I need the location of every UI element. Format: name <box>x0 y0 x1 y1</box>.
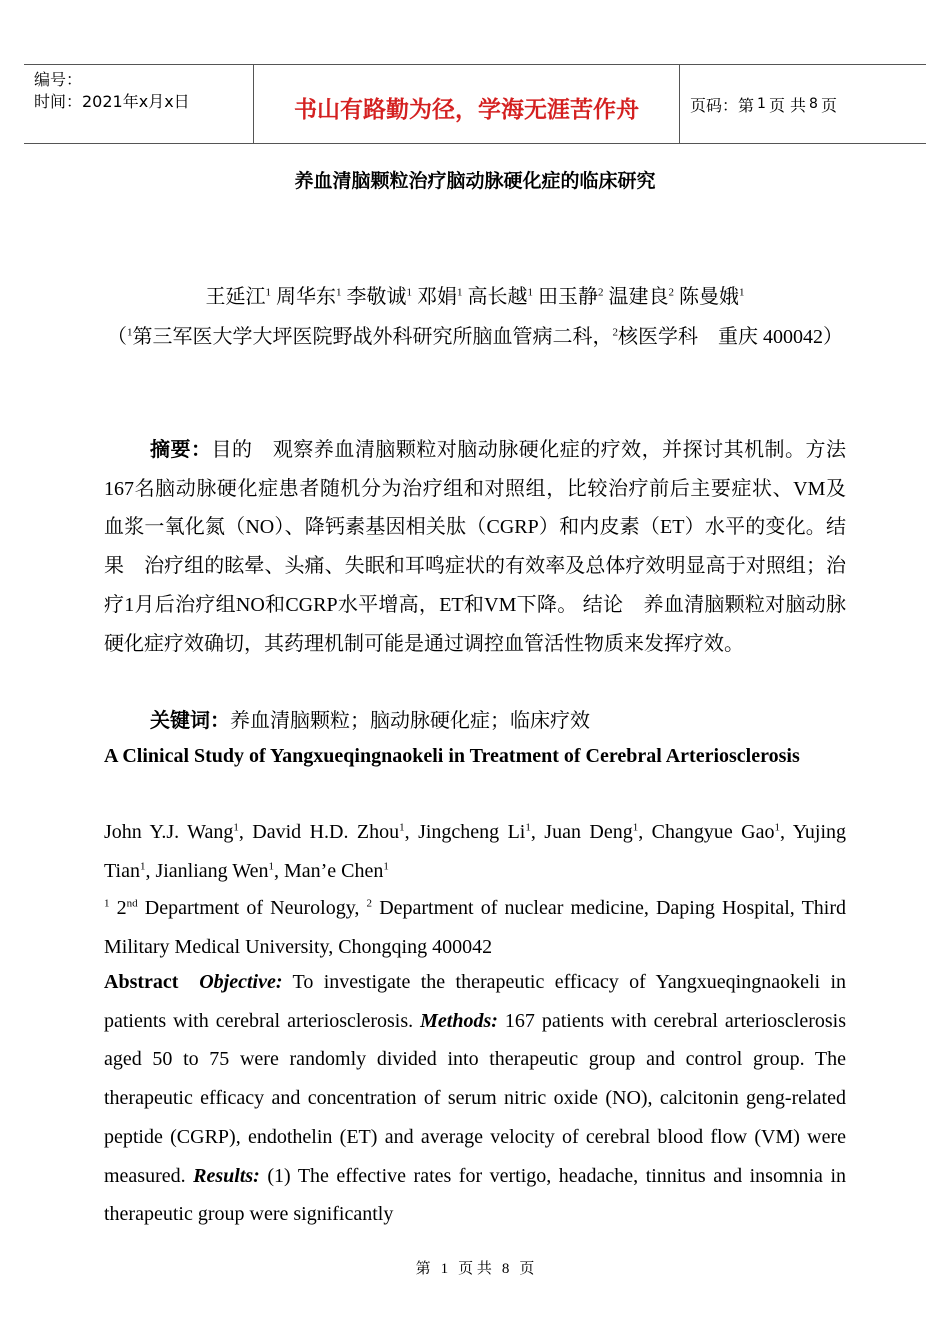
author-name: Jianliang Wen <box>155 859 269 882</box>
date-label: 时间：2021年x月x日 <box>34 92 190 111</box>
abstract-en <box>104 963 846 1234</box>
affiliation-en-dept1: Department of Neurology, <box>137 897 367 919</box>
author-affiliation-mark: 1 <box>525 821 531 834</box>
results-label: Results: <box>193 1164 260 1187</box>
affiliation-en <box>104 889 846 966</box>
page-unit: 页 共 <box>768 95 807 115</box>
keywords-cn-label: 关键词： <box>150 708 230 732</box>
author-affiliation-mark: 1 <box>336 286 342 299</box>
document-header <box>24 64 926 144</box>
page-end: 页 <box>820 95 837 115</box>
objective-text: To investigate the therapeutic efficacy of Yangxueqingnaokeli in patients with cerebral arteriosclerosis. <box>104 971 846 1032</box>
page-footer <box>0 1257 950 1278</box>
author-name: John Y.J. Wang <box>104 821 234 843</box>
affiliation-cn-dept1: 第三军医大学大坪医院野战外科研究所脑血管病二科， <box>132 326 613 348</box>
author-name: Man’e Chen <box>283 859 384 882</box>
paper-title-en: A Clinical Study of Yangxueqingnaokeli in Treatment of Cerebral Arteriosclerosis <box>104 745 800 767</box>
authors-en: John Y.J. Wang$^1$, David H.D. Zhou$^1$, Jingcheng Li$^1$, Juan Deng$^1$, Changyue Gao$^1$, Yujing Tian$^1$, Jianliang Wen$^1$, Man’e Chen$^1$ <box>104 821 847 882</box>
footer-mid: 页 共 <box>458 1261 492 1277</box>
affiliation-cn-open: （ <box>107 326 127 348</box>
results-text: (1) The effective rates for vertigo, headache, tinnitus and insomnia in therapeutic group were significantly <box>104 1164 847 1226</box>
author-name: Jingcheng Li <box>418 821 526 843</box>
header-meta <box>24 65 254 143</box>
page-total: 8 <box>809 96 818 112</box>
affiliation-en-sup1: 1 <box>104 897 110 910</box>
abstract-cn-text: 目的 观察养血清脑颗粒对脑动脉硬化症的疗效，并探讨其机制。方法 167名脑动脉硬化症患者随机分为治疗组和对照组，比较治疗前后主要症状、VM及血浆一氧化氮（NO）、降钙素基因相关肽（CGRP）和内皮素（ET）水平的变化。结果 治疗组的眩晕、头痛、失眠和耳鸣症状的有效率及总体疗效明显高于对照组；治疗1月后治疗组NO和CGRP水平增高，ET和VM下降。 结论 养血清脑颗粒对脑动脉硬化症疗效确切，其药理机制可能是通过调控血管活性物质来发挥疗效。 <box>104 439 867 655</box>
author-affiliation-mark: 1 <box>739 286 745 299</box>
author-name: Yujing Tian <box>104 821 847 882</box>
abstract-cn-label: 摘要： <box>150 437 212 461</box>
author-affiliation-mark: 1 <box>233 821 239 834</box>
author-name: 李敬诚 <box>346 286 407 308</box>
footer-total: 8 <box>501 1261 510 1277</box>
author-affiliation-mark: 1 <box>457 286 463 299</box>
affiliation-cn <box>100 318 850 356</box>
author-name: 田玉静 <box>538 286 598 308</box>
serial-label: 编号： <box>34 70 83 89</box>
objective-label: Objective: <box>199 971 283 993</box>
author-affiliation-mark: 1 <box>632 821 639 834</box>
page-label: 页码：第 <box>690 95 755 115</box>
methods-text: 167 patients with cerebral arteriosclerosis aged 50 to 75 were randomly divided into therapeutic group and control group. The therapeutic efficacy and concentration of serum nitric oxide (NO), calcitonin geng-related peptide (CGRP), endothelin (ET) and average velocity of cerebral blood flow (VM) were measured. <box>104 1009 846 1187</box>
author-name: 陈曼娥 <box>679 286 739 308</box>
author-affiliation-mark: 1 <box>383 860 389 873</box>
author-name: 邓娟 <box>417 286 457 308</box>
author-affiliation-mark: 1 <box>139 860 146 873</box>
author-affiliation-mark: 2 <box>598 286 604 299</box>
header-motto: 书山有路勤为径，学海无涯苦作舟 <box>254 65 680 143</box>
footer-prefix: 第 <box>415 1261 431 1277</box>
page-number: 1 <box>757 96 766 112</box>
author-name: Changyue Gao <box>651 821 775 843</box>
author-affiliation-mark: 1 <box>774 821 780 834</box>
keywords-cn <box>104 701 892 741</box>
author-affiliation-mark: 1 <box>268 860 274 873</box>
abstract-cn <box>104 430 867 663</box>
author-affiliation-mark: 1 <box>527 286 533 299</box>
author-name: 王延江 <box>205 286 266 308</box>
methods-label: Methods: <box>420 1009 498 1032</box>
author-affiliation-mark: 1 <box>399 821 405 834</box>
footer-page: 1 <box>440 1261 449 1277</box>
affiliation-en-sup2: 2 <box>366 897 373 910</box>
author-affiliation-mark: 1 <box>265 286 271 299</box>
abstract-en-label: Abstract <box>104 971 179 993</box>
author-affiliation-mark: 1 <box>406 286 412 299</box>
author-name: 高长越 <box>467 286 528 308</box>
affiliation-en-dept2: Department of nuclear medicine, Daping Hospital, Third Military Medical University, Chongqing 400042 <box>104 897 847 958</box>
affiliation-cn-sup2: 2 <box>612 326 618 339</box>
author-name: 温建良 <box>608 286 669 308</box>
paper-title-cn: 养血清脑颗粒治疗脑动脉硬化症的临床研究 <box>294 170 656 192</box>
author-name: David H.D. Zhou <box>252 821 400 843</box>
footer-suffix: 页 <box>519 1261 535 1277</box>
keywords-cn-text: 养血清脑颗粒；脑动脉硬化症；临床疗效 <box>230 710 590 732</box>
author-name: 周华东 <box>276 286 336 308</box>
affiliation-en-ord: nd <box>126 897 138 910</box>
header-page-info <box>680 65 926 143</box>
author-affiliation-mark: 2 <box>668 286 674 299</box>
affiliation-cn-sup1: 1 <box>127 326 133 339</box>
affiliation-en-num: 2 <box>116 897 127 919</box>
affiliation-cn-dept2: 核医学科 重庆 400042） <box>618 326 843 348</box>
authors-cn <box>0 280 950 309</box>
author-name: Juan Deng <box>544 821 633 843</box>
